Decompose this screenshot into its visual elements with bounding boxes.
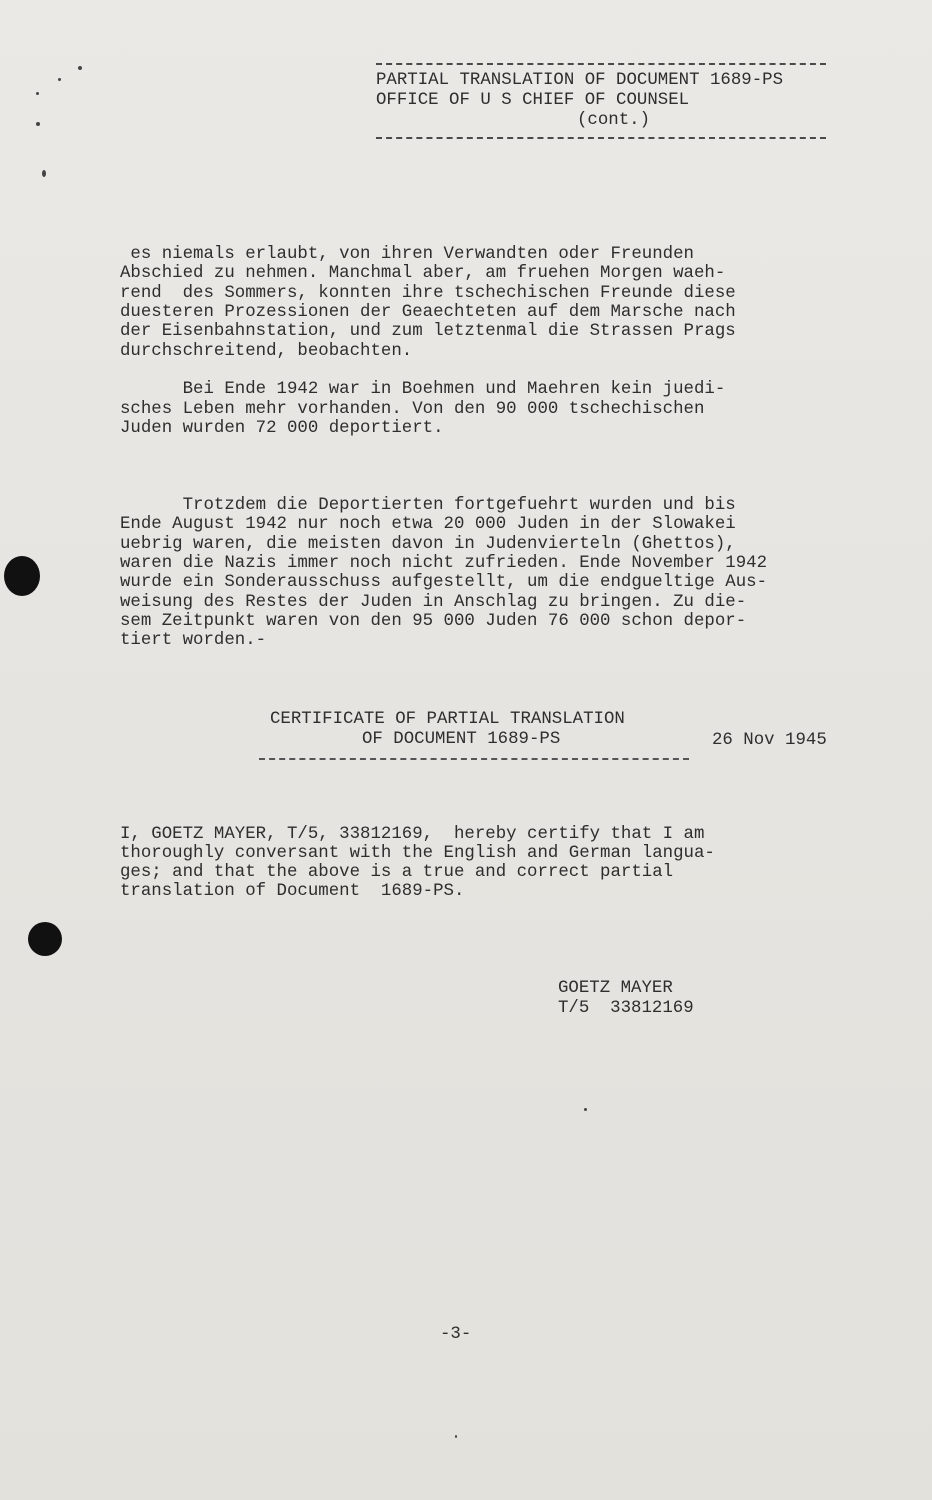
signature-name: GOETZ MAYER <box>558 979 673 998</box>
certificate-line: ges; and that the above is a true and correct partial <box>120 863 674 882</box>
body-line: weisung des Restes der Juden in Anschlag zu bringen. Zu die- <box>120 593 747 612</box>
page-number: -3- <box>440 1325 472 1344</box>
body-line: rend des Sommers, konnten ihre tschechischen Freunde diese <box>120 284 736 303</box>
certificate-line: translation of Document 1689-PS. <box>120 882 465 901</box>
header-title: PARTIAL TRANSLATION OF DOCUMENT 1689-PS <box>376 71 784 90</box>
speck <box>36 122 40 126</box>
certificate-rule <box>259 758 689 760</box>
punch-hole-bottom <box>28 922 62 956</box>
certificate-line: I, GOETZ MAYER, T/5, 33812169, hereby certify that I am <box>120 825 705 844</box>
body-line: sem Zeitpunkt waren von den 95 000 Juden 76 000 schon depor- <box>120 612 747 631</box>
certificate-title: CERTIFICATE OF PARTIAL TRANSLATION <box>270 710 625 729</box>
speck <box>42 170 46 177</box>
speck <box>58 78 61 81</box>
body-line: es niemals erlaubt, von ihren Verwandten oder Freunden <box>120 245 694 264</box>
certificate-document: OF DOCUMENT 1689-PS <box>362 730 561 749</box>
body-line: Trotzdem die Deportierten fortgefuehrt wurden und bis <box>120 496 736 515</box>
body-line: Juden wurden 72 000 deportiert. <box>120 419 444 438</box>
punch-hole-top <box>4 556 40 596</box>
certificate-date: 26 Nov 1945 <box>712 731 827 750</box>
speck <box>455 1435 457 1438</box>
body-line: durchschreitend, beobachten. <box>120 342 413 361</box>
speck <box>584 1108 587 1111</box>
speck <box>36 92 39 95</box>
body-line: Ende August 1942 nur noch etwa 20 000 Juden in der Slowakei <box>120 515 736 534</box>
body-line: Abschied zu nehmen. Manchmal aber, am fruehen Morgen waeh- <box>120 264 726 283</box>
header-rule-top <box>376 63 826 65</box>
body-line: Bei Ende 1942 war in Boehmen und Maehren kein juedi- <box>120 380 726 399</box>
header-cont: (cont.) <box>577 111 651 130</box>
body-line: wurde ein Sonderausschuss aufgestellt, um die endgueltige Aus- <box>120 573 768 592</box>
body-line: tiert worden.- <box>120 631 267 650</box>
body-line: sches Leben mehr vorhanden. Von den 90 000 tschechischen <box>120 400 705 419</box>
body-line: duesteren Prozessionen der Geaechteten auf dem Marsche nach <box>120 303 736 322</box>
body-line: waren die Nazis immer noch nicht zufrieden. Ende November 1942 <box>120 554 768 573</box>
speck <box>78 66 82 70</box>
header-office: OFFICE OF U S CHIEF OF COUNSEL <box>376 91 690 110</box>
body-line: uebrig waren, die meisten davon in Judenvierteln (Ghettos), <box>120 535 736 554</box>
signature-rank-serial: T/5 33812169 <box>558 999 694 1018</box>
body-line: der Eisenbahnstation, und zum letztenmal die Strassen Prags <box>120 322 736 341</box>
header-rule-bottom <box>376 137 826 139</box>
certificate-line: thoroughly conversant with the English and German langua- <box>120 844 715 863</box>
